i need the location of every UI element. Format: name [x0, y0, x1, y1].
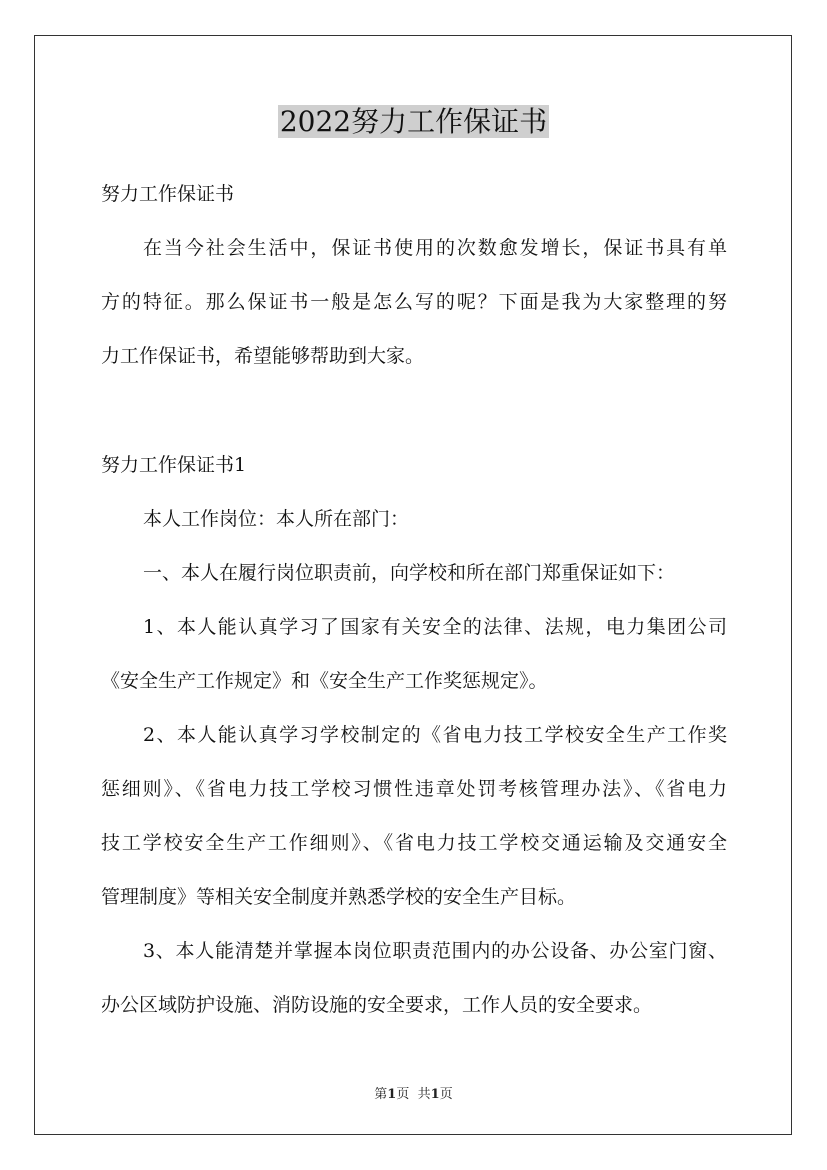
post-line: 本人工作岗位：本人所在部门：	[143, 508, 410, 530]
total-pages: 1	[430, 1087, 440, 1102]
page-suffix: 页	[396, 1087, 410, 1102]
document-title	[0, 100, 827, 144]
item-1-line: 《安全生产工作规定》和《安全生产工作奖惩规定》。	[101, 670, 548, 692]
subtitle-line: 努力工作保证书	[101, 183, 235, 205]
pledge-paragraph	[101, 546, 727, 600]
page-footer	[0, 1083, 827, 1102]
intro-line: 力工作保证书，希望能够帮助到大家。	[101, 345, 425, 367]
total-prefix: 共	[417, 1087, 431, 1102]
intro-line: 在当今社会生活中，保证书使用的次数愈发增长，保证书具有单	[143, 237, 727, 259]
item-2-line: 管理制度》等相关安全制度并熟悉学校的安全生产目标。	[101, 886, 577, 908]
document-title-text: 2022努力工作保证书	[279, 105, 548, 138]
item-1-paragraph	[101, 600, 727, 708]
item-2-line: 2、本人能认真学习学校制定的《省电力技工学校安全生产工作奖	[143, 724, 727, 746]
item-3-paragraph	[101, 924, 727, 1032]
item-2-paragraph	[101, 708, 727, 924]
item-2-line: 惩细则》、《省电力技工学校习惯性违章处罚考核管理办法》、《省电力	[101, 778, 727, 800]
item-3-line: 3、本人能清楚并掌握本岗位职责范围内的办公设备、办公室门窗、	[143, 940, 727, 962]
pledge-line: 一、本人在履行岗位职责前，向学校和所在部门郑重保证如下：	[143, 562, 676, 584]
section-heading-line: 努力工作保证书1	[101, 454, 247, 476]
page-prefix: 第	[374, 1087, 388, 1102]
subtitle	[101, 167, 727, 221]
item-2-line: 技工学校安全生产工作细则》、《省电力技工学校交通运输及交通安全	[101, 832, 727, 854]
item-3-line: 办公区域防护设施、消防设施的安全要求，工作人员的安全要求。	[101, 994, 653, 1016]
post-paragraph	[101, 492, 727, 546]
item-1-line: 1、本人能认真学习了国家有关安全的法律、法规，电力集团公司	[143, 616, 727, 638]
page-number: 1	[387, 1087, 397, 1102]
total-suffix: 页	[439, 1087, 453, 1102]
section-heading	[101, 438, 727, 492]
intro-paragraph	[101, 221, 727, 383]
intro-line: 方的特征。那么保证书一般是怎么写的呢？下面是我为大家整理的努	[101, 291, 727, 313]
